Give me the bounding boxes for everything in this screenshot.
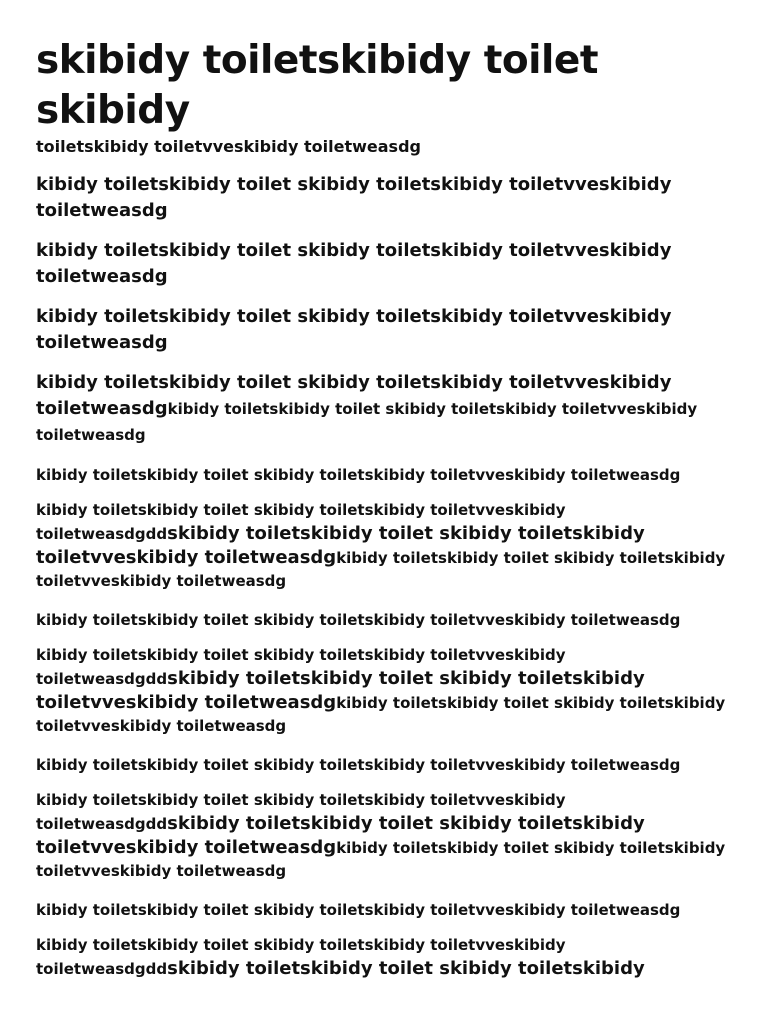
paragraph-h: kibidy toiletskibidy toilet skibidy toiletskibidy toiletvveskibidy toiletweasdg <box>36 901 681 919</box>
paragraph-block-3 <box>36 789 746 883</box>
block-4-small: kibidy toiletskibidy toilet skibidy toiletskibidy toiletvveskibidy toiletweasdgdd <box>36 936 566 978</box>
paragraph-d-small: kibidy toiletskibidy toilet skibidy toiletskibidy toiletvveskibidy toiletweasdg <box>36 400 698 444</box>
paragraph-e: kibidy toiletskibidy toilet skibidy toiletskibidy toiletvveskibidy toiletweasdg <box>36 466 681 484</box>
block-1-small: kibidy toiletskibidy toilet skibidy toiletskibidy toiletvveskibidy toiletweasdgdd <box>36 501 566 543</box>
paragraph-block-4 <box>36 934 746 981</box>
paragraph-a: kibidy toiletskibidy toilet skibidy toiletskibidy toiletvveskibidy toiletweasdg <box>36 174 672 221</box>
paragraph-b: kibidy toiletskibidy toilet skibidy toiletskibidy toiletvveskibidy toiletweasdg <box>36 240 672 287</box>
paragraph-c: kibidy toiletskibidy toilet skibidy toiletskibidy toiletvveskibidy toiletweasdg <box>36 306 672 353</box>
paragraph-f: kibidy toiletskibidy toilet skibidy toiletskibidy toiletvveskibidy toiletweasdg <box>36 611 681 629</box>
paragraph-block-2 <box>36 644 746 738</box>
lead-paragraph: toiletskibidy toiletvveskibidy toiletweasdg <box>36 137 421 156</box>
block-2-small: kibidy toiletskibidy toilet skibidy toiletskibidy toiletvveskibidy toiletweasdgdd <box>36 646 566 688</box>
block-3-small: kibidy toiletskibidy toilet skibidy toiletskibidy toiletvveskibidy toiletweasdgdd <box>36 791 566 833</box>
paragraph-d-large: kibidy toiletskibidy toilet skibidy toiletskibidy toiletvveskibidy toiletweasdg <box>36 372 672 419</box>
block-3-large: skibidy toiletskibidy toilet skibidy toiletskibidy toiletvveskibidy toiletweasdg <box>36 813 645 858</box>
paragraph-g: kibidy toiletskibidy toilet skibidy toiletskibidy toiletvveskibidy toiletweasdg <box>36 756 681 774</box>
block-4-large: skibidy toiletskibidy toilet skibidy toiletskibidy <box>167 958 645 979</box>
block-3-tail: kibidy toiletskibidy toilet skibidy toiletskibidy toiletvveskibidy toiletweasdg <box>36 839 726 880</box>
block-1-large: skibidy toiletskibidy toilet skibidy toiletskibidy toiletvveskibidy toiletweasdg <box>36 523 645 568</box>
document-title: skibidy toiletskibidy toilet skibidy <box>36 38 598 133</box>
paragraph-d <box>36 370 746 448</box>
document-page <box>36 36 746 981</box>
block-2-tail: kibidy toiletskibidy toilet skibidy toiletskibidy toiletvveskibidy toiletweasdg <box>36 694 726 735</box>
block-1-tail: kibidy toiletskibidy toilet skibidy toiletskibidy toiletvveskibidy toiletweasdg <box>36 549 726 590</box>
paragraph-block-1 <box>36 499 746 593</box>
block-2-large: skibidy toiletskibidy toilet skibidy toiletskibidy toiletvveskibidy toiletweasdg <box>36 668 645 713</box>
